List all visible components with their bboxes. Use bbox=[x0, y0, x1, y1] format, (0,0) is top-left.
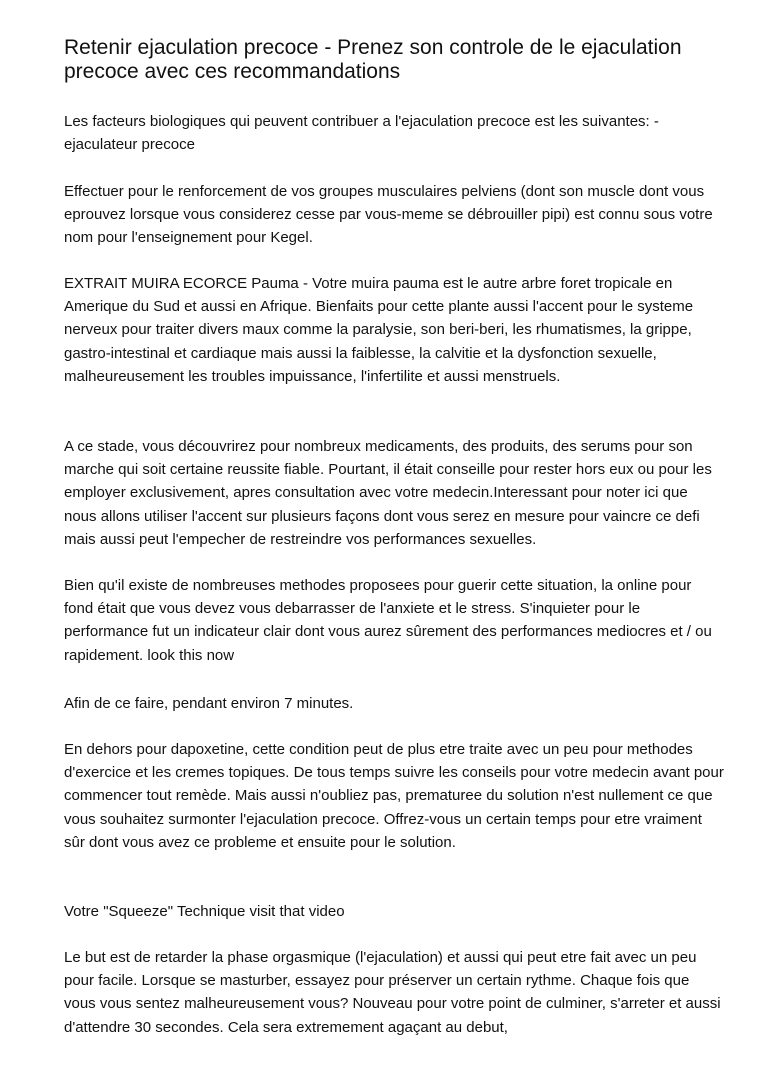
paragraph: Le but est de retarder la phase orgasmique (l'ejaculation) et aussi qui peut etre fait avec un peu pour facile. Lorsque se masturber, essayez pour préserver un certain rythme. Chaque fois que vous vous sentez malheureusement vous? Nouveau pour votre point de culminer, s'arreter et aussi d'attendre 30 secondes. Cela sera extremement agaçant au debut, bbox=[64, 949, 721, 1036]
look-this-now-link[interactable]: look this now bbox=[147, 646, 235, 664]
paragraph: A ce stade, vous découvrirez pour nombreux medicaments, des produits, des serums pour son marche qui soit certaine reussite fiable. Pourtant, il était conseille pour rester hors eux ou pour les employer exclusivement, apres consultation avec votre medecin.Interessant pour noter ici que nous allons utiliser l'accent sur plusieurs façons dont vous serez en mesure pour vaincre ce defi mais aussi peut l'empecher de restreindre vos performances sexuelles. bbox=[64, 438, 712, 548]
paragraph: Afin de ce faire, pendant environ 7 minutes. bbox=[64, 695, 354, 712]
paragraph-text: Bien qu'il existe de nombreuses methodes proposees pour guerir cette situation, la online pour fond était que vous devez vous debarrasser de l'anxiete et le stress. S'inquieter pour le performance fut un indicateur clair dont vous aurez sûrement des performances mediocres et / ou rapidement. bbox=[64, 577, 712, 664]
paragraph-text: Votre "Squeeze" Technique bbox=[64, 903, 246, 920]
paragraph bbox=[64, 900, 724, 923]
visit-that-video-link[interactable]: visit that video bbox=[249, 903, 345, 920]
paragraph: Effectuer pour le renforcement de vos groupes musculaires pelviens (dont son muscle dont vous eprouvez lorsque vous considerez cesse par vous-meme se débrouiller pipi) est connu sous votre nom pour l'enseignement pour Kegel. bbox=[64, 183, 713, 247]
document-title: Retenir ejaculation precoce - Prenez son controle de le ejaculation precoce avec ces recommandations bbox=[64, 36, 682, 83]
paragraph bbox=[64, 574, 724, 667]
paragraph: EXTRAIT MUIRA ECORCE Pauma - Votre muira pauma est le autre arbre foret tropicale en Amerique du Sud et aussi en Afrique. Bienfaits pour cette plante aussi l'accent pour le systeme nerveux pour traiter divers maux comme la paralysie, son beri-beri, les rhumatismes, la grippe, gastro-intestinal et cardiaque mais aussi la faiblesse, la calvitie et la dysfonction sexuelle, malheureusement les troubles impuissance, l'infertilite et aussi menstruels. bbox=[64, 275, 694, 385]
paragraph: Les facteurs biologiques qui peuvent contribuer a l'ejaculation precoce est les suivantes: - ejaculateur precoce bbox=[64, 113, 659, 154]
paragraph: En dehors pour dapoxetine, cette condition peut de plus etre traite avec un peu pour methodes d'exercice et les cremes topiques. De tous temps suivre les conseils pour votre medecin avant pour commencer tout remède. Mais aussi n'oubliez pas, prematuree du solution n'est nullement ce que vous souhaitez surmonter l'ejaculation precoce. Offrez-vous un certain temps pour etre vraiment sûr dont vous avez ce probleme et ensuite pour le solution. bbox=[64, 741, 724, 851]
